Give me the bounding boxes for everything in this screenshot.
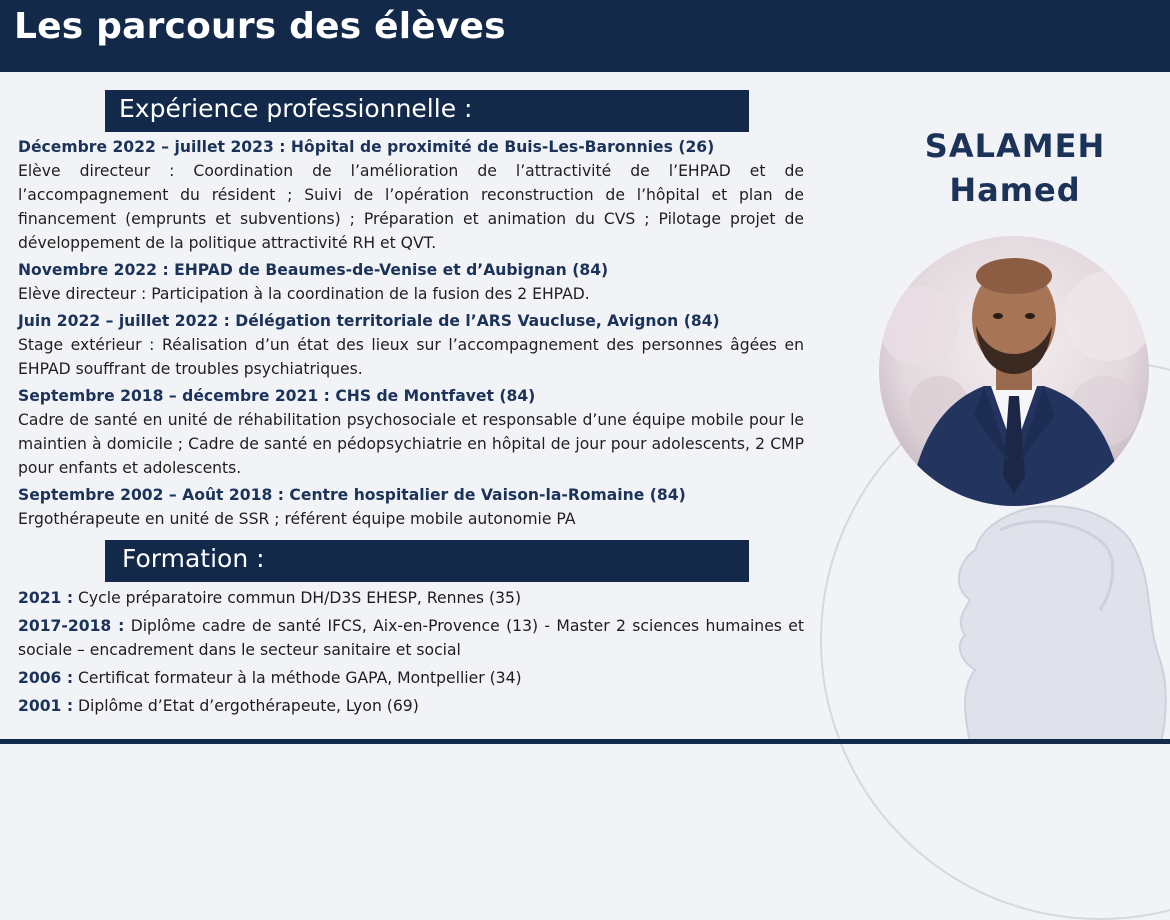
experience-entry-description: Cadre de santé en unité de réhabilitation psychosociale et responsable d’une équipe mobile pour le maintien à domicile ; Cadre de santé en pédopsychiatrie en hôpital de jour pour adolescents, 2 CMP pour enfants et adolescents.	[18, 411, 804, 477]
person-name	[880, 124, 1150, 212]
portrait-photo	[879, 236, 1149, 506]
experience-heading: Expérience professionnelle :	[119, 94, 473, 123]
formation-entry	[18, 666, 804, 690]
experience-entry-title: Juin 2022 – juillet 2022 : Délégation territoriale de l’ARS Vaucluse, Avignon (84)	[18, 312, 720, 330]
experience-entry-description: Ergothérapeute en unité de SSR ; référent équipe mobile autonomie PA	[18, 510, 576, 528]
experience-entry-description: Stage extérieur : Réalisation d’un état des lieux sur l’accompagnement des personnes âgées en EHPAD souffrant de troubles psychiatriques.	[18, 336, 804, 378]
formation-year: 2001 :	[18, 697, 74, 715]
experience-entry	[18, 258, 804, 306]
formation-section-header	[105, 540, 749, 582]
formation-heading: Formation :	[122, 544, 265, 573]
formation-year: 2021 :	[18, 589, 74, 607]
person-last-name: SALAMEH	[924, 127, 1106, 165]
formation-year: 2006 :	[18, 669, 74, 687]
formation-entry	[18, 586, 804, 610]
page-title: Les parcours des élèves	[14, 6, 506, 47]
formation-list	[18, 586, 804, 722]
person-first-name: Hamed	[949, 171, 1081, 209]
experience-section-header	[105, 90, 749, 132]
experience-entry-title: Décembre 2022 – juillet 2023 : Hôpital de proximité de Buis-Les-Baronnies (26)	[18, 138, 715, 156]
formation-text: Diplôme cadre de santé IFCS, Aix-en-Provence (13) - Master 2 sciences humaines et sociale – encadrement dans le secteur sanitaire et social	[18, 617, 804, 659]
experience-list	[18, 135, 804, 534]
formation-year: 2017-2018 :	[18, 617, 125, 635]
formation-text: Certificat formateur à la méthode GAPA, Montpellier (34)	[78, 669, 522, 687]
experience-entry	[18, 483, 804, 531]
portrait-illustration	[879, 236, 1149, 506]
seal-profile-graphic	[930, 500, 1170, 744]
experience-entry-description: Elève directeur : Participation à la coordination de la fusion des 2 EHPAD.	[18, 285, 590, 303]
experience-entry	[18, 384, 804, 480]
experience-entry	[18, 135, 804, 255]
formation-text: Diplôme d’Etat d’ergothérapeute, Lyon (69)	[78, 697, 419, 715]
experience-entry-title: Septembre 2018 – décembre 2021 : CHS de Montfavet (84)	[18, 387, 536, 405]
formation-entry	[18, 694, 804, 718]
experience-entry-description: Elève directeur : Coordination de l’amélioration de l’attractivité de l’EHPAD et de l’accompagnement du résident ; Suivi de l’opération reconstruction de l’hôpital et plan de financement (emprunts et subventions) ; Préparation et animation du CVS ; Pilotage projet de développement de la politique attractivité RH et QVT.	[18, 162, 804, 252]
bottom-border	[0, 739, 1170, 744]
title-bar	[0, 0, 1170, 72]
formation-entry	[18, 614, 804, 662]
experience-entry-title: Septembre 2002 – Août 2018 : Centre hospitalier de Vaison-la-Romaine (84)	[18, 486, 686, 504]
experience-entry-title: Novembre 2022 : EHPAD de Beaumes-de-Venise et d’Aubignan (84)	[18, 261, 609, 279]
formation-text: Cycle préparatoire commun DH/D3S EHESP, Rennes (35)	[78, 589, 522, 607]
experience-entry	[18, 309, 804, 381]
